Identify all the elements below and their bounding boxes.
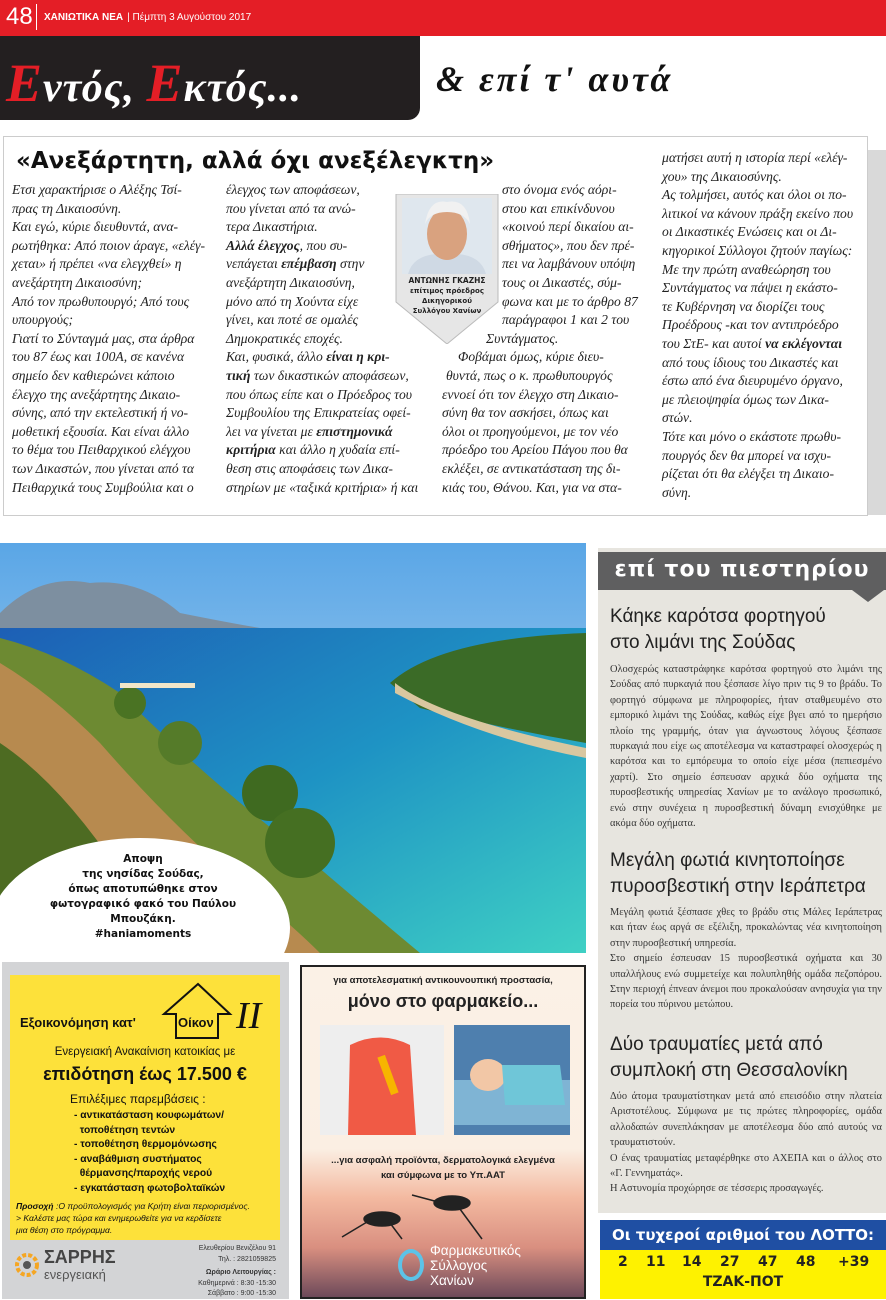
- brand-name: ΣΑΡΡΗΣ: [44, 1247, 116, 1267]
- text-line: [226, 479, 438, 498]
- text: χου» της Δικαιοσύνης.: [662, 168, 782, 184]
- text: θεση στις αποφάσεις των Δικα-: [226, 460, 393, 476]
- text-line: [662, 242, 866, 261]
- text: των δικαστικών αποφάσεων,: [250, 367, 409, 383]
- lotto-number: 27: [720, 1254, 740, 1270]
- text: χεται» ή πρέπει «να ελεγχθεί» η: [12, 256, 182, 272]
- text-line: [226, 218, 438, 237]
- ad-list-item: - αναβάθμιση συστήματος: [74, 1153, 202, 1165]
- news-headline: Κάηκε καρότσα φορτηγού στο λιμάνι της Σούδας: [610, 606, 826, 653]
- bold-text: επιστημονικά: [316, 423, 393, 439]
- ad-list-item: - εγκατάσταση φωτοβολταϊκών: [74, 1182, 226, 1194]
- text: Και εγώ, κύριε διευθυντά, ανα-: [12, 219, 179, 235]
- text-line: [12, 311, 220, 330]
- text-line: [12, 274, 220, 293]
- text: πρας τη Δικαιοσύνη.: [12, 200, 122, 216]
- news-item: [610, 848, 882, 1013]
- caption-line: Μπουζάκη.: [110, 913, 176, 925]
- text-line: [442, 386, 654, 405]
- text-line: [12, 255, 220, 274]
- newspaper-name: ΧΑΝΙΩΤΙΚΑ ΝΕΑ: [44, 12, 124, 23]
- text-line: [442, 348, 654, 367]
- pharmacy-logo-icon: [398, 1249, 424, 1281]
- text: Ας τολμήσει, αυτός και όλοι οι πο-: [662, 187, 847, 203]
- page-number: 48: [6, 3, 33, 30]
- text: από τους ίδιους του Δικαστές και: [662, 354, 839, 370]
- photo-caption: [18, 852, 268, 942]
- text: πει να λαμβάνουν υπόψη: [502, 256, 636, 272]
- text-line: [226, 404, 438, 423]
- text-line: [12, 479, 220, 498]
- bold-text: κριτήρια: [226, 442, 276, 458]
- initial-letter: Ε: [146, 53, 184, 113]
- initial-letter: Ε: [6, 53, 44, 113]
- ad-eligible-label: Επιλέξιμες παρεμβάσεις :: [70, 1092, 206, 1106]
- title-tab-arrow: [852, 590, 884, 602]
- ad-house-word: Οίκον: [178, 1015, 214, 1030]
- text-line: [12, 423, 220, 442]
- pharmacy-org: Φαρμακευτικός Σύλλογος Χανίων: [430, 1243, 521, 1288]
- text: Τότε και μόνο ο εκάστοτε πρωθυ-: [662, 428, 842, 444]
- lotto-title: Οι τυχεροί αριθμοί του ΛΟΤΤΟ:: [600, 1220, 886, 1250]
- lotto-number: 11: [646, 1254, 666, 1270]
- text: με πλειοψηφία όμως των Δικα-: [662, 391, 829, 407]
- ad-list-item: θέρμανσης/παροχής νερού: [74, 1168, 213, 1180]
- text-line: [12, 386, 220, 405]
- sidebar-title: επί του πιεστηρίου: [598, 552, 886, 590]
- text-line: [226, 200, 438, 219]
- masthead-line: [44, 12, 251, 23]
- text: Από τον πρωθυπουργό; Από τους: [12, 293, 190, 309]
- text-line: [12, 200, 220, 219]
- text: θυντά, πως ο κ. πρωθυπουργός: [446, 367, 613, 383]
- text: σύνης, από την εκτελεστική ή νο-: [12, 405, 189, 421]
- text-line: [442, 255, 654, 274]
- text: οι Δικαστικές Ενώσεις και οι Δι-: [662, 224, 837, 240]
- text: σημείο δεν καθιερώνει κάποιο: [12, 367, 175, 383]
- brand-subtitle: ενεργειακή: [44, 1267, 106, 1282]
- news-item: [610, 604, 882, 831]
- text: στών.: [662, 410, 693, 426]
- text-line: [442, 218, 654, 237]
- text: Προέδρους -και τον αντιπρόεδρο: [662, 317, 839, 333]
- text-line: [442, 460, 654, 479]
- ad-note: Προσοχή :Ο προϋπολογισμός για Κρήτη είναι περιορισμένος. > Καλέστε μας τώρα και ενημερωθείτε για να κερδίσετε μια θέση στο πρόγραμμα.: [16, 1201, 250, 1235]
- text: λει να γίνεται με: [226, 423, 317, 439]
- text: των Δικαστών, που γίνεται από τα: [12, 460, 195, 476]
- text: το θέμα του Πειθαρχικού ελέγχου: [12, 442, 191, 458]
- text-line: [662, 261, 866, 280]
- gear-logo-icon: [14, 1252, 40, 1278]
- text: Γιατί το Σύνταγμά μας, στα άρθρα: [12, 330, 195, 346]
- article-column-1: [12, 181, 220, 497]
- text: ανεξάρτητη Δικαιοσύνη;: [12, 274, 143, 290]
- text: Φοβάμαι όμως, κύριε διευ-: [458, 349, 604, 365]
- news-body: Ο ένας τραυματίας μεταφέρθηκε στο ΑΧΕΠΑ και ο άλλος στο «Γ. Γεννηματάς».: [610, 1152, 882, 1180]
- text: ανεξάρτητη Δικαιοσύνη,: [226, 274, 355, 290]
- text-line: [226, 237, 438, 256]
- text-line: [226, 181, 438, 200]
- lotto-numbers: [600, 1250, 886, 1299]
- text: έλεγχος των αποφάσεων,: [226, 182, 360, 197]
- news-body: Η Αστυνομία προχώρησε σε τέσσερις προσαγωγές.: [610, 1183, 824, 1195]
- text: εννοεί ότι τον έλεγχο στη Δικαιο-: [442, 386, 619, 402]
- text-line: [442, 293, 654, 312]
- text: Συντάγματος να πάψει η εκάστο-: [662, 280, 838, 296]
- text-line: [12, 460, 220, 479]
- text-line: [12, 441, 220, 460]
- text: που όπως είπε και ο Πρόεδρος του: [226, 386, 413, 402]
- text-line: [226, 311, 438, 330]
- text-line: [442, 200, 654, 219]
- caption-line: όπως αποτυπώθηκε στον: [68, 883, 218, 895]
- text-line: [662, 316, 866, 335]
- news-body: Ολοσχερώς καταστράφηκε καρότσα φορτηγού στο λιμάνι της Σούδας από πυρκαγιά που ξέσπασε λίγο πριν τις 9 το βράδυ. Το φορτηγό σύμφωνα με πληροφορίες, ήταν σταθμευμένο στο εμπορικό λιμάνι της Σούδας, καθώς είχε βγει από το ημερήσιο πλοίο της γραμμής, όταν για άγνωστους λόγους ξέσπασε πυρκαγιά που είχε ως αποτέλεσμα να καταστραφεί ολοσχερώς η καρότσα και το εμπόρευμα το οποίο είχε μέσα (πεπιεσμένο χαρτί). Στο σημείο έσπευσαν αρχικά δύο οχήματα της πυροσβεστικής υπηρεσίας Χανίων με το ανάλογο προσωπικό, ενώ στην συνέχεια η πυροσβεστική δύναμη ενισχύθηκε με ακόμα δύο οχήματα.: [610, 664, 882, 830]
- text-line: [662, 186, 866, 205]
- text-line: [226, 386, 438, 405]
- news-body: Μεγάλη φωτιά ξέσπασε χθες το βράδυ στις Μάλες Ιεράπετρας και ήταν έως αργά σε εξέλιξη, προκαλώντας νέα κινητοποίηση στην πυροσβεστική υπηρεσία.: [610, 907, 882, 949]
- text-line: [662, 149, 866, 168]
- text-line: [12, 330, 220, 349]
- author-role: επίτιμος πρόεδρος: [410, 287, 484, 295]
- text: κιάς του, Θάνου. Και, για να στα-: [442, 479, 622, 495]
- text: στο όνομα ενός αόρι-: [502, 182, 617, 197]
- text: έλεγχο της ανεξάρτητης Δικαιο-: [12, 386, 181, 402]
- section-title: [6, 52, 302, 114]
- text-line: [226, 274, 438, 293]
- ad-headline: μόνο στο φαρμακείο...: [347, 991, 539, 1011]
- ad-line: ...για ασφαλή προϊόντα, δερματολογικά ελεγμένα: [331, 1155, 555, 1166]
- text-line: [662, 428, 866, 447]
- text: που γίνεται από τα ανώ-: [226, 200, 356, 216]
- text-line: [12, 218, 220, 237]
- house-icon: [158, 980, 234, 1040]
- text: φωνα και με το άρθρο 87: [502, 293, 638, 309]
- text-line: [662, 298, 866, 317]
- text: εκλέξει, σε αντικατάσταση της δι-: [442, 460, 621, 476]
- text-line: [662, 335, 866, 354]
- text-line: [12, 367, 220, 386]
- text: , που συ-: [299, 237, 348, 253]
- caption-line: της νησίδας Σούδας,: [82, 868, 204, 880]
- text: τε Κυβέρνηση να διορίζει τους: [662, 298, 825, 314]
- ad-line: και σύμφωνα με το Υπ.ΑΑΤ: [381, 1170, 505, 1181]
- bold-text: τική: [226, 367, 251, 383]
- text: «κοινού περί δικαίου αι-: [502, 219, 634, 235]
- issue-date: | Πέμπτη 3 Αυγούστου 2017: [127, 12, 252, 23]
- bold-text: είναι η κρι-: [326, 349, 390, 365]
- text: Με την πρώτη αναθεώρηση του: [662, 261, 831, 277]
- text: κηγορικοί Σύλλογοι ζητούν παγίως:: [662, 242, 853, 258]
- text-line: [226, 367, 438, 386]
- text: Συντάγματος.: [486, 330, 559, 346]
- text: σθήματος», που δεν πρέ-: [502, 237, 635, 253]
- section-subtitle: & επί τ' αυτά: [436, 59, 674, 99]
- text-line: [226, 460, 438, 479]
- text-line: [442, 274, 654, 293]
- ad-list-item: - αντικατάσταση κουφωμάτων/: [74, 1110, 225, 1121]
- ad-list: [74, 1109, 225, 1197]
- bold-text: να εκλέγονται: [765, 335, 843, 351]
- text-line: [442, 367, 654, 386]
- text: πουργός δεν θα μπορεί να ισχυ-: [662, 447, 832, 463]
- caption-line: φωτογραφικό φακό του Παύλου: [49, 898, 237, 910]
- news-body: Στο σημείο έσπευσαν 15 πυροσβεστικά οχήματα και 30 υπαλλήλους ενώ συμμετείχε και πολυπληθής ομάδα πεζοπόρου. Στην περιοχή έπνεαν άνεμοι που προκαλούσαν ανησυχία για την πορεία του πύρινου μετώπου.: [610, 953, 882, 1011]
- text: τερα Δικαστήρια.: [226, 219, 318, 235]
- text-line: [442, 479, 654, 498]
- text: του 87 έως και 100Α, σε κανένα: [12, 349, 185, 365]
- text-line: [12, 404, 220, 423]
- ad-list-item: τοποθέτηση τεντών: [74, 1124, 176, 1136]
- box-shadow: [868, 150, 886, 515]
- text: στου και επικίνδυνου: [502, 200, 615, 216]
- lotto-number: 2: [618, 1254, 628, 1270]
- text: νεπάγεται: [226, 256, 282, 272]
- news-headline: Δύο τραυματίες μετά από συμπλοκή στη Θεσσαλονίκη: [610, 1034, 848, 1081]
- text: μόνο από τη Χούντα είχε: [226, 293, 359, 309]
- text: του ΣτΕ- και αυτοί: [662, 335, 766, 351]
- caption-line: Αποψη: [123, 853, 163, 865]
- author-org: Συλλόγου Χανίων: [412, 307, 482, 315]
- text-line: [662, 484, 866, 503]
- text-line: [226, 423, 438, 442]
- text: πρόεδρο του Αρείου Πάγου που θα: [442, 442, 628, 458]
- lotto-number: 47: [758, 1254, 778, 1270]
- news-headline: Μεγάλη φωτιά κινητοποίησε πυροσβεστική στην Ιεράπετρα: [610, 850, 866, 897]
- ad-subsidy: επιδότηση έως 17.500 €: [43, 1064, 247, 1084]
- text-line: [662, 223, 866, 242]
- text: Δημοκρατικές εποχές.: [226, 330, 343, 346]
- text: Ετσι χαρακτήρισε ο Αλέξης Τσί-: [12, 182, 182, 197]
- text: στηρίων με «ταξικά κριτήρια» ή και: [226, 479, 419, 495]
- ad-contact: Ελευθερίου Βενιζέλου 91 Τηλ. : 2821059825 Ωράριο Λειτουργίας : Καθημερινά : 8:30 -15:30 Σάββατο : 9:00 -15:30: [198, 1245, 276, 1297]
- text-line: [226, 293, 438, 312]
- text-line: [662, 205, 866, 224]
- text: γίνει, και ποτέ σε ομαλές: [226, 312, 359, 328]
- text-line: [442, 404, 654, 423]
- text-line: [442, 423, 654, 442]
- news-item: [610, 1032, 882, 1197]
- text-line: [662, 279, 866, 298]
- text: τους οι Δικαστές, σύμ-: [502, 274, 622, 290]
- text-line: [442, 330, 654, 349]
- ad-title: Εξοικονόμηση κατ': [20, 1015, 136, 1030]
- text-line: [662, 372, 866, 391]
- text-line: [12, 181, 220, 200]
- text: ρωτήθηκα: Από ποιον άραγε, «ελέγ-: [12, 237, 206, 253]
- text: υπουργούς;: [12, 312, 74, 328]
- text-line: [442, 181, 654, 200]
- text-line: [442, 441, 654, 460]
- article-column-2: [226, 181, 438, 497]
- text: όλοι οι προηγούμενοι, με τον νέο: [442, 423, 619, 439]
- title-word: κτός...: [183, 65, 303, 111]
- jackpot-label: ΤΖΑΚ-ΠΟΤ: [702, 1274, 784, 1290]
- text-line: [12, 293, 220, 312]
- ad-line: Ενεργειακή Ανακαίνιση κατοικίας με: [54, 1046, 236, 1058]
- text-line: [442, 311, 654, 330]
- article-headline: «Ανεξάρτητη, αλλά όχι ανεξέλεγκτη»: [16, 148, 495, 174]
- article-column-4: [662, 149, 866, 502]
- text: σύνη θα τον ασκήσει, όπως και: [442, 405, 609, 421]
- lotto-number: 14: [682, 1254, 702, 1270]
- text: λιτικοί να κάνουν πράξη εκείνο που: [662, 205, 854, 221]
- text: Συμβουλίου της Επικρατείας οφεί-: [226, 405, 411, 421]
- author-org: Δικηγορικού: [422, 297, 472, 305]
- text: μοθετική εξουσία. Και είναι άλλο: [12, 423, 190, 439]
- lotto-bonus-number: +39: [838, 1254, 870, 1270]
- text-line: [662, 465, 866, 484]
- divider: [36, 4, 37, 30]
- author-name: ΑΝΤΩΝΗΣ ΓΚΑΖΗΣ: [408, 276, 486, 285]
- page-header-bar: [0, 0, 886, 36]
- text-line: [226, 348, 438, 367]
- text-line: [662, 391, 866, 410]
- ad-roman-two: II: [236, 995, 262, 1037]
- ad-list-item: - τοποθέτηση θερμομόνωσης: [74, 1139, 217, 1151]
- text: Πειθαρχικά τους Συμβούλια και ο: [12, 479, 194, 495]
- text: στην: [336, 256, 365, 272]
- text-line: [662, 168, 866, 187]
- text: Και, φυσικά, άλλο: [226, 349, 327, 365]
- text: σύνη.: [662, 484, 692, 500]
- news-body: Δύο άτομα τραυματίστηκαν μετά από επεισόδιο στην πλατεία Αριστοτέλους. Σύμφωνα με τις πρώτες πληροφορίες, ομάδα αλλοδαπών συνεπλάκησαν με αποτέλεσμα δύο από αυτούς να τραυματιστούν.: [610, 1091, 882, 1149]
- text: και άλλο η χυδαία επί-: [275, 442, 400, 458]
- text-line: [226, 441, 438, 460]
- ad-line: για αποτελεσματική αντικουνουπική προστασία,: [333, 975, 553, 986]
- ad-photos: [320, 1025, 570, 1137]
- bold-text: επέμβαση: [281, 256, 337, 272]
- text-line: [226, 330, 438, 349]
- text: έστω από ένα διευρυμένο όργανο,: [662, 373, 843, 389]
- mosquito-image: [332, 1185, 512, 1241]
- text: ρίζεται ότι θα ελέγξει τη Δικαιο-: [662, 466, 834, 482]
- text-line: [226, 255, 438, 274]
- text-line: [442, 237, 654, 256]
- text-line: [662, 409, 866, 428]
- text: παράγραφοι 1 και 2 του: [502, 312, 630, 328]
- pharmacy-ad[interactable]: [300, 965, 586, 1299]
- text-line: [662, 447, 866, 466]
- caption-hashtag: #haniamoments: [94, 928, 192, 940]
- title-word: ντός,: [43, 65, 135, 111]
- text-line: [12, 237, 220, 256]
- lotto-number: 48: [796, 1254, 816, 1270]
- text-line: [662, 354, 866, 373]
- text: ματήσει αυτή η ιστορία περί «ελέγ-: [662, 150, 848, 165]
- text-line: [12, 348, 220, 367]
- article-column-3: [442, 181, 654, 497]
- bold-text: Αλλά έλεγχος: [226, 237, 300, 253]
